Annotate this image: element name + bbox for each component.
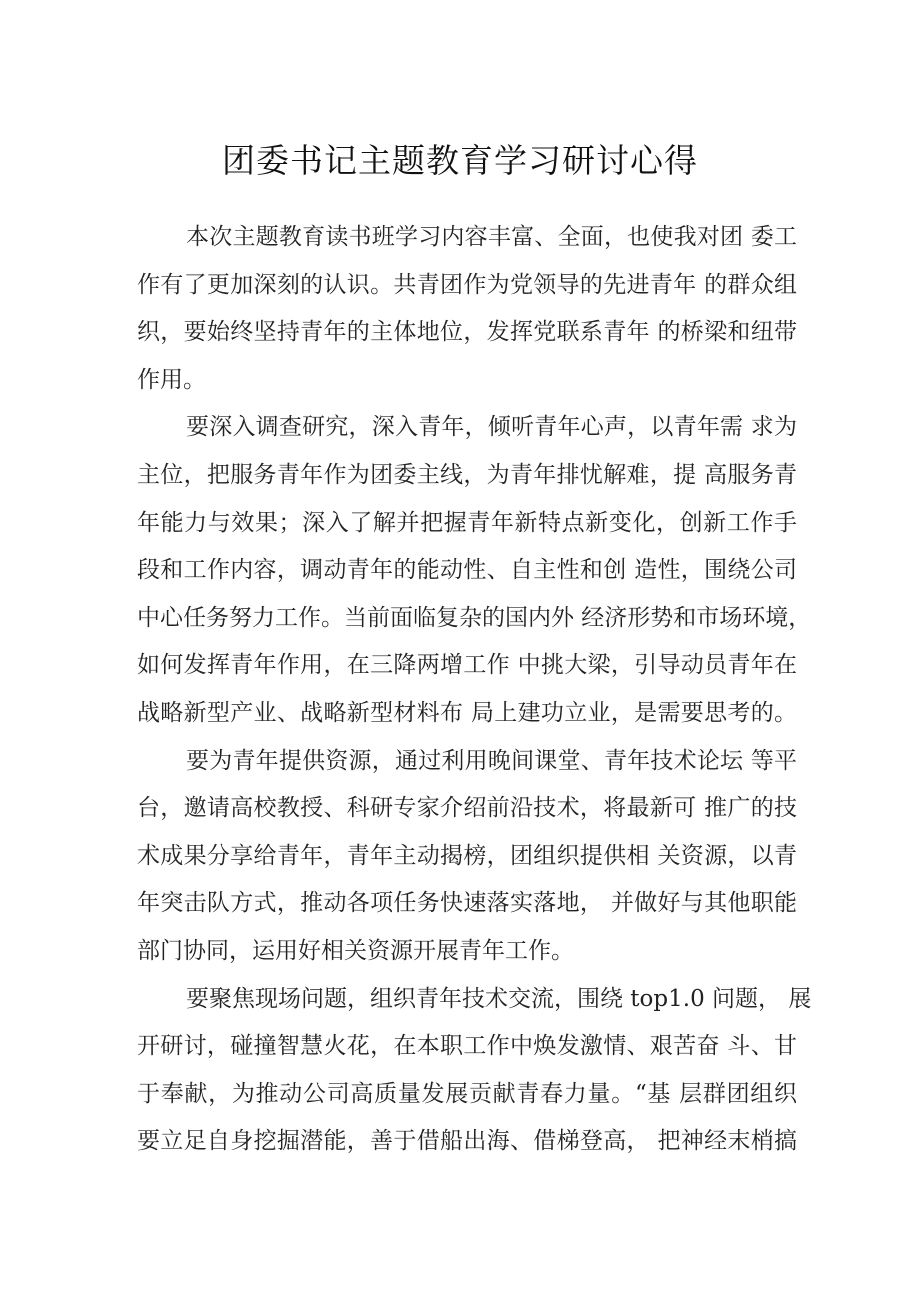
text-line: 开研讨，碰撞智慧火花，在本职工作中焕发激情、艰苦奋 斗、甘: [137, 1033, 797, 1060]
paragraph-4: [137, 976, 812, 1166]
text-line: 年突击队方式，推动各项任务快速落实落地， 并做好与其他职能: [137, 890, 797, 917]
paragraph-2: [137, 404, 812, 737]
text-line: 要深入调查研究，深入青年，倾听青年心声，以青年需 求为: [186, 414, 797, 441]
paragraph-1: [137, 214, 797, 404]
text-line: 于奉献，为推动公司高质量发展贡献青春力量。“基 层群团组织: [137, 1080, 797, 1107]
text-line: 部门协同，运用好相关资源开展青年工作。: [137, 937, 574, 964]
text-line: 要为青年提供资源，通过利用晚间课堂、青年技术论坛 等平: [186, 747, 797, 774]
text-line: 作有了更加深刻的认识。共青团作为党领导的先进青年 的群众组: [137, 271, 797, 298]
text-line: 年能力与效果；深入了解并把握青年新特点新变化，创新工作手: [137, 509, 797, 536]
text-line: 要立足自身挖掘潜能，善于借船出海、借梯登高， 把神经末梢搞: [137, 1128, 797, 1155]
text-line: 台，邀请高校教授、科研专家介绍前沿技术，将最新可 推广的技: [137, 795, 797, 822]
text-line: 战略新型产业、战略新型材料布 局上建功立业，是需要思考的。: [137, 699, 797, 726]
text-line: 本次主题教育读书班学习内容丰富、全面，也使我对团 委工: [186, 224, 797, 250]
paragraph-3: [137, 738, 797, 976]
text-line: 术成果分享给青年，青年主动揭榜，团组织提供相 关资源，以青: [137, 842, 797, 869]
text-line: 作用。: [137, 366, 206, 393]
text-line: 要聚焦现场问题，组织青年技术交流，围绕 top1.0 问题， 展: [186, 985, 812, 1012]
text-line: 中心任务努力工作。当前面临复杂的国内外 经济形势和市场环境，: [137, 604, 812, 631]
document-body: [137, 214, 812, 1166]
text-line: 段和工作内容，调动青年的能动性、自主性和创 造性，围绕公司: [137, 557, 797, 584]
text-line: 如何发挥青年作用，在三降两增工作 中挑大梁，引导动员青年在: [137, 652, 797, 679]
document-title: 团委书记主题教育学习研讨心得: [222, 141, 698, 180]
text-line: 织，要始终坚持青年的主体地位，发挥党联系青年 的桥梁和纽带: [137, 319, 797, 346]
text-line: 主位，把服务青年作为团委主线，为青年排忧解难，提 高服务青: [137, 461, 797, 488]
